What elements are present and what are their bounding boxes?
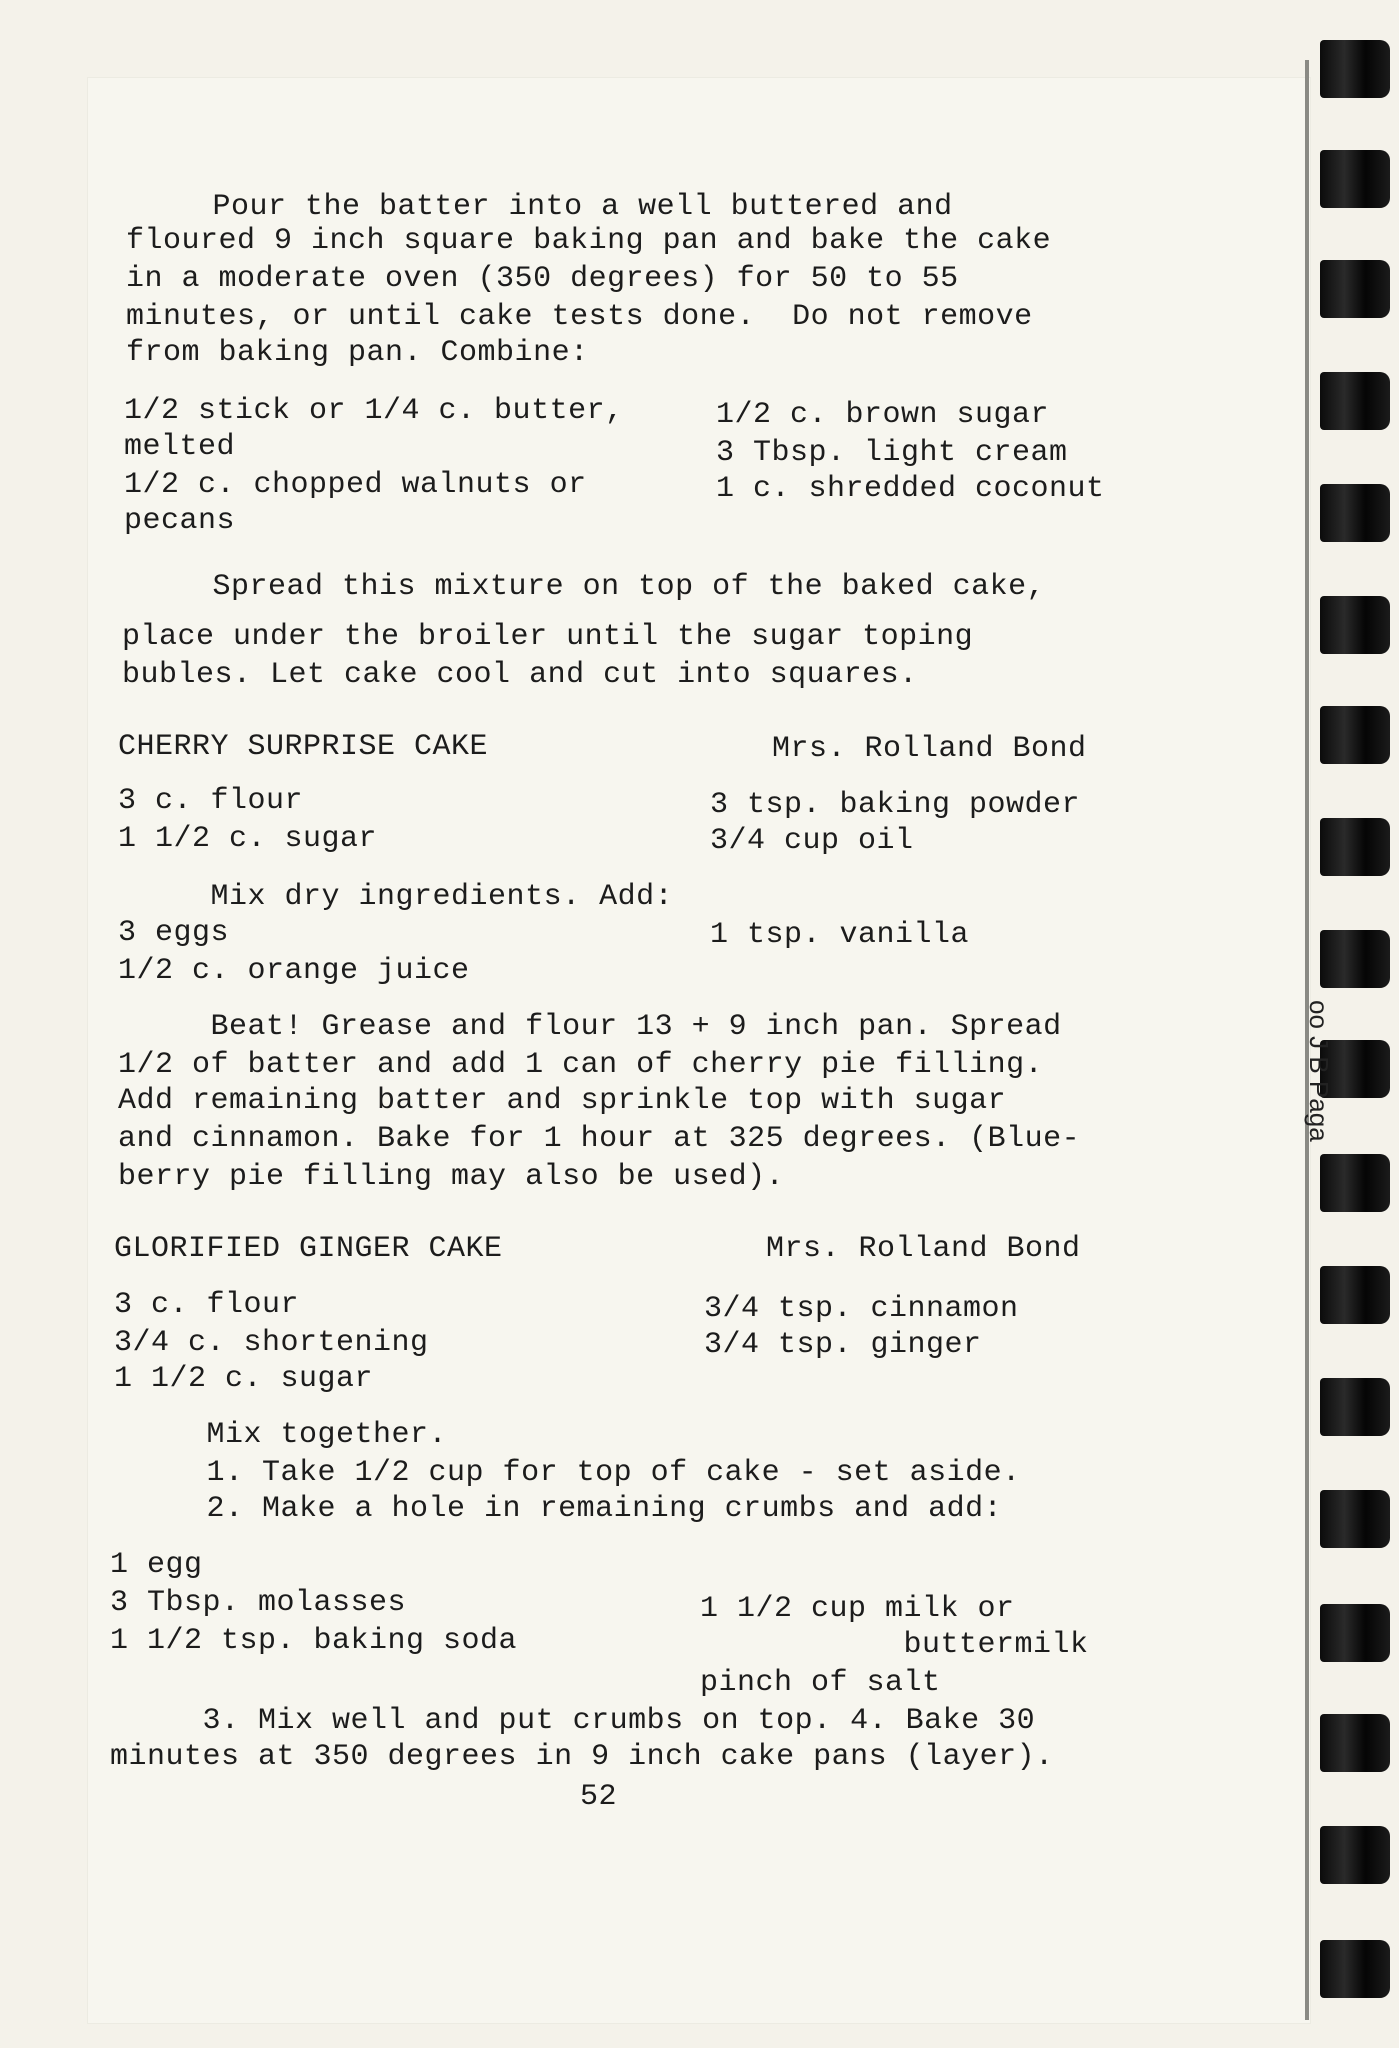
binding-ring	[1320, 150, 1390, 208]
recipe-title: GLORIFIED GINGER CAKE	[114, 1232, 503, 1266]
ingredient: 1 1/2 c. sugar	[118, 822, 378, 856]
binding-ring	[1320, 40, 1390, 98]
topping-right: 3 Tbsp. light cream	[716, 436, 1068, 470]
ingredient: pinch of salt	[700, 1666, 941, 1700]
binding-side-text: oo J B Paga	[1304, 1000, 1334, 1142]
ingredient: 3 Tbsp. molasses	[110, 1586, 407, 1620]
ingredient: 1 1/2 tsp. baking soda	[110, 1624, 518, 1658]
intro-line: from baking pan. Combine:	[126, 336, 589, 370]
topping-left: pecans	[124, 504, 236, 538]
binding-ring	[1320, 930, 1390, 988]
ingredient: 3/4 c. shortening	[114, 1326, 429, 1360]
intro-line: minutes, or until cake tests done. Do not remove	[126, 300, 1033, 334]
ingredient: 1 1/2 c. sugar	[114, 1362, 374, 1396]
instruction: 1. Take 1/2 cup for top of cake - set aside.	[114, 1456, 1021, 1490]
instruction: 2. Make a hole in remaining crumbs and add:	[114, 1492, 1003, 1526]
intro-line: Pour the batter into a well buttered and	[120, 190, 953, 224]
page-number: 52	[580, 1780, 618, 1814]
binding-ring	[1320, 372, 1390, 430]
binding-ring	[1320, 596, 1390, 654]
topping-right: 1/2 c. brown sugar	[716, 398, 1050, 432]
ingredient: 3 c. flour	[114, 1288, 300, 1322]
binding-ring	[1320, 1490, 1390, 1548]
direction-line: 3. Mix well and put crumbs on top. 4. Bake 30	[110, 1704, 1036, 1738]
binding-ring	[1320, 706, 1390, 764]
intro-line: floured 9 inch square baking pan and bake the cake	[126, 224, 1052, 258]
binding-ring	[1320, 1826, 1390, 1884]
direction-line: Beat! Grease and flour 13 + 9 inch pan. Spread	[118, 1010, 1062, 1044]
direction-line: berry pie filling may also be used).	[118, 1160, 785, 1194]
direction-line: Add remaining batter and sprinkle top with sugar	[118, 1084, 1007, 1118]
topping-left: melted	[124, 430, 236, 464]
binding-ring	[1320, 260, 1390, 318]
binding-ring	[1320, 818, 1390, 876]
recipe-author: Mrs. Rolland Bond	[772, 732, 1087, 766]
ingredient: 3 c. flour	[118, 784, 304, 818]
binding-ring	[1320, 1604, 1390, 1662]
ingredient: 1/2 c. orange juice	[118, 954, 470, 988]
topping-right: 1 c. shredded coconut	[716, 472, 1105, 506]
ingredient: 3/4 tsp. cinnamon	[704, 1292, 1019, 1326]
intro-line: in a moderate oven (350 degrees) for 50 to 55	[126, 262, 959, 296]
direction-line: 1/2 of batter and add 1 can of cherry pie filling.	[118, 1048, 1044, 1082]
ingredient: 3 tsp. baking powder	[710, 788, 1081, 822]
binding-ring	[1320, 1378, 1390, 1436]
binding-ring	[1320, 1266, 1390, 1324]
binding-ring	[1320, 1714, 1390, 1772]
topping-left: 1/2 stick or 1/4 c. butter,	[124, 394, 624, 428]
instruction: Mix together.	[114, 1418, 448, 1452]
ingredient: 1 tsp. vanilla	[710, 918, 970, 952]
binding-ring	[1320, 1940, 1390, 1998]
recipe-title: CHERRY SURPRISE CAKE	[118, 730, 489, 764]
ingredient: 3 eggs	[118, 916, 230, 950]
ingredient: 1 egg	[110, 1548, 203, 1582]
instruction: Mix dry ingredients. Add:	[118, 880, 674, 914]
spread-line: Spread this mixture on top of the baked cake,	[120, 570, 1046, 604]
recipe-author: Mrs. Rolland Bond	[766, 1232, 1081, 1266]
spread-line: bubles. Let cake cool and cut into squares.	[122, 658, 918, 692]
spread-line: place under the broiler until the sugar toping	[122, 620, 974, 654]
ingredient: buttermilk	[700, 1628, 1089, 1662]
direction-line: minutes at 350 degrees in 9 inch cake pans (layer).	[110, 1740, 1054, 1774]
ingredient: 3/4 tsp. ginger	[704, 1328, 982, 1362]
topping-left: 1/2 c. chopped walnuts or	[124, 468, 587, 502]
direction-line: and cinnamon. Bake for 1 hour at 325 degrees. (Blue-	[118, 1122, 1081, 1156]
ingredient: 1 1/2 cup milk or	[700, 1592, 1015, 1626]
binding-ring	[1320, 484, 1390, 542]
ingredient: 3/4 cup oil	[710, 824, 914, 858]
binding-ring	[1320, 1154, 1390, 1212]
